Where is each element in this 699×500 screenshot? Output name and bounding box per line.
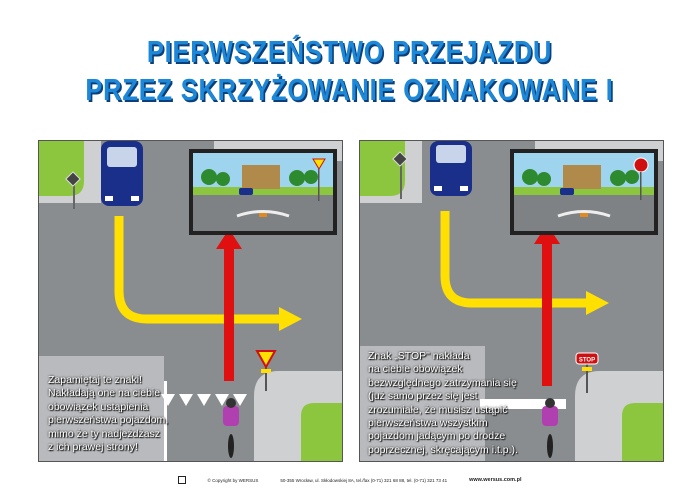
poster-title-line-1: PIERWSZEŃSTWO PRZEJAZDU: [146, 34, 553, 69]
website-link[interactable]: www.wersus.com.pl: [469, 477, 522, 483]
address-text: 50-355 Wrocław, ul. Skłodowskiej 8A, tel./fax (0-71) 321 68 88, tel. (0-71) 321 73 41: [280, 477, 448, 483]
intersection-illustration-yield: [38, 140, 343, 462]
bottom-right-corner: [254, 371, 343, 462]
intersection-illustration-stop: [359, 140, 664, 462]
poster-title-line-2: PRZEZ SKRZYŻOWANIE OZNAKOWANE I: [85, 72, 614, 107]
publisher-logo-icon: [178, 476, 186, 484]
copyright-text: © Copyright by WERSUS: [207, 477, 259, 483]
driver-view-inset: [189, 149, 337, 235]
top-left-corner: [360, 141, 422, 203]
blue-car: [101, 141, 143, 206]
stop-explanation-text: Znak „STOP" nakłada na ciebie obowiązek bezwzględnego zatrzymania się (już samo przez się jest zrozumiałe, że musisz ustąpić pierwszeństwa wszystkim pojazdom jadącym po drodze poprzecznej, skręcającym i.t.p.).: [368, 350, 518, 456]
footer: [0, 476, 699, 484]
blue-car: [430, 141, 472, 196]
bottom-right-corner: [575, 371, 664, 462]
top-left-corner: [39, 141, 101, 203]
driver-view-inset: [510, 149, 658, 235]
stop-sign-label: STOP: [578, 357, 596, 364]
yield-explanation-text: Zapamiętaj te znaki! Nakładają one na ciebie obowiązek ustąpienia pierwszeństwa pojazdom, mimo że ty nadjeżdżasz z ich prawej strony!: [48, 374, 169, 454]
